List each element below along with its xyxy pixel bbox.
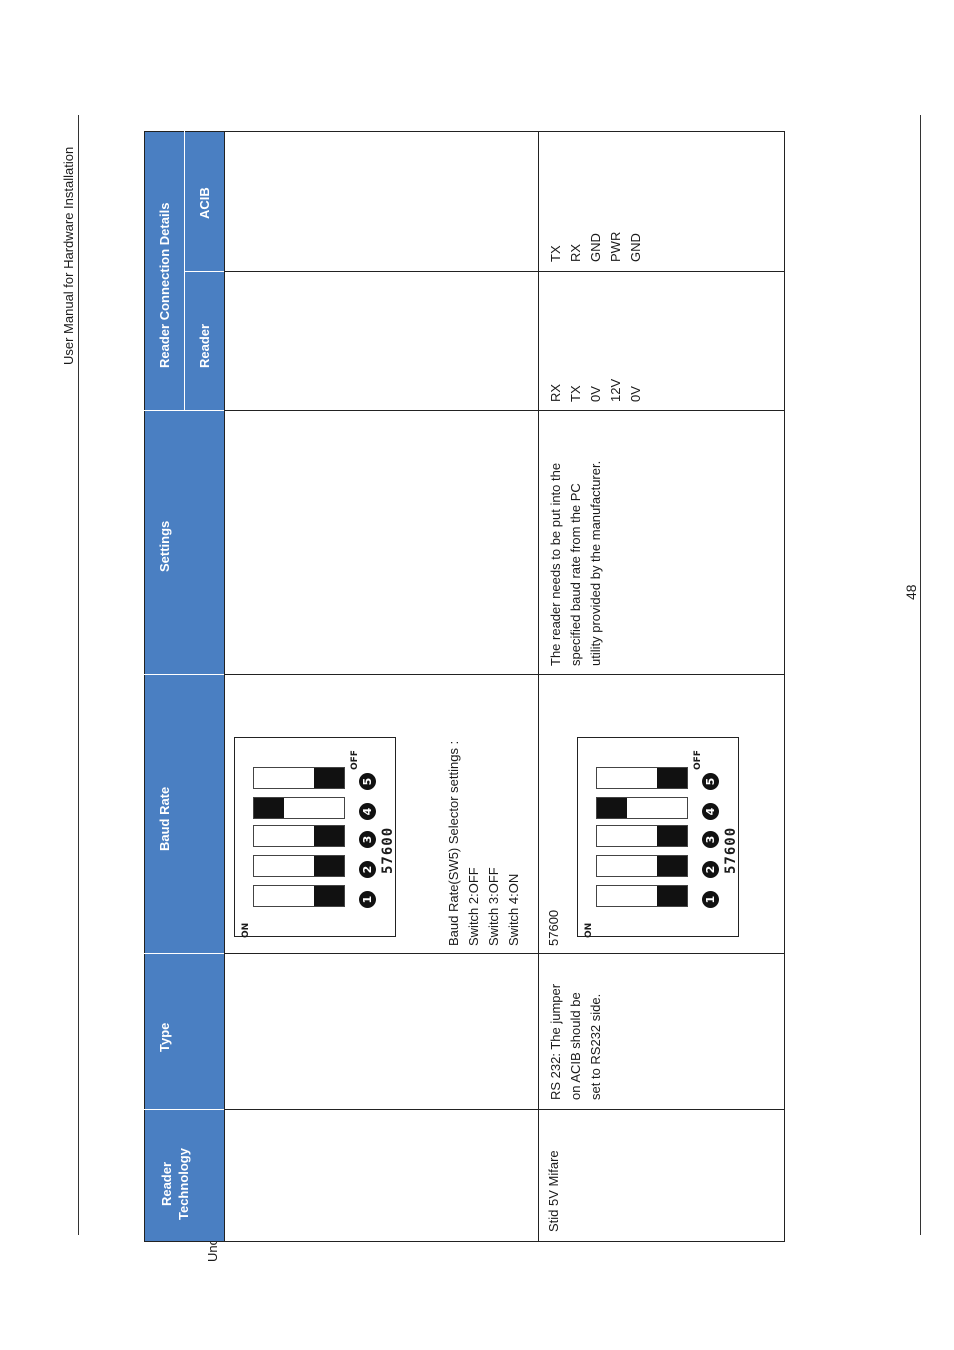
- dip-switch-figure: [577, 737, 739, 937]
- header-reader-technology: Reader Technology: [159, 1148, 191, 1220]
- dip-switch-5: [253, 767, 345, 789]
- dip-switch-3: [253, 825, 345, 847]
- dip-number-4: 4: [359, 803, 376, 820]
- dip-number-4: 4: [702, 803, 719, 820]
- dip-number-2: 2: [359, 861, 376, 878]
- dip-number-1: 1: [359, 891, 376, 908]
- dip-switch-3: [596, 825, 688, 847]
- header-connection-details: Reader Connection Details: [157, 202, 172, 368]
- dip-switch-1: [596, 885, 688, 907]
- type-cell: RS 232: The jumper on ACIB should be set to RS232 side.: [548, 983, 603, 1100]
- dip-switch-4: [253, 797, 345, 819]
- row-separator: [538, 131, 539, 1242]
- baud-rate-selector-text: Baud Rate(SW5) Selector settings : Switch 2:OFF Switch 3:OFF Switch 4:ON: [446, 740, 521, 946]
- header-col-separator: [144, 953, 224, 954]
- dip-on-label: ON: [241, 922, 251, 938]
- header-col-separator: [144, 410, 224, 411]
- dip-switch-2: [596, 855, 688, 877]
- header-col-separator: [144, 674, 224, 675]
- col-separator: [224, 953, 785, 954]
- header-reader: Reader: [197, 323, 212, 368]
- header-settings: Settings: [157, 520, 172, 572]
- dip-number-1: 1: [702, 891, 719, 908]
- dip-off-label: OFF: [350, 750, 360, 770]
- row-separator: [224, 131, 225, 1242]
- reader-technology-cell: Stid 5V Mifare: [546, 1150, 561, 1232]
- header-col-separator: [144, 1109, 224, 1110]
- table-frame: [144, 131, 785, 1242]
- dip-caption: 57600: [380, 826, 396, 874]
- baud-rate-value: 57600: [546, 909, 561, 946]
- dip-number-5: 5: [359, 773, 376, 790]
- col-separator: [224, 1109, 785, 1110]
- header-type: Type: [157, 1022, 172, 1052]
- dip-on-label: ON: [584, 922, 594, 938]
- dip-switch-2: [253, 855, 345, 877]
- dip-switch-4: [596, 797, 688, 819]
- dip-switch-figure: [234, 737, 396, 937]
- header-acib: ACIB: [197, 187, 212, 219]
- dip-caption: 57600: [723, 826, 739, 874]
- dip-number-2: 2: [702, 861, 719, 878]
- dip-number-3: 3: [359, 831, 376, 848]
- dip-off-label: OFF: [693, 750, 703, 770]
- footer-rule: [920, 115, 921, 1235]
- col-separator: [224, 674, 785, 675]
- header-baud-rate: Baud Rate: [157, 786, 172, 851]
- dip-number-3: 3: [702, 831, 719, 848]
- dip-switch-1: [253, 885, 345, 907]
- header-rule: [78, 115, 79, 1235]
- settings-cell: The reader needs to be put into the specified baud rate from the PC utility provided by the manufacturer.: [548, 460, 603, 666]
- dip-number-5: 5: [702, 773, 719, 790]
- header-title: User Manual for Hardware Installation: [61, 146, 76, 365]
- col-separator: [224, 271, 785, 272]
- col-separator: [224, 410, 785, 411]
- header-col-separator: [184, 271, 224, 272]
- acib-pins-cell: TX RX GND PWR GND: [548, 231, 643, 262]
- dip-switch-5: [596, 767, 688, 789]
- reader-pins-cell: RX TX 0V 12V 0V: [548, 378, 643, 402]
- page-number: 48: [903, 584, 919, 600]
